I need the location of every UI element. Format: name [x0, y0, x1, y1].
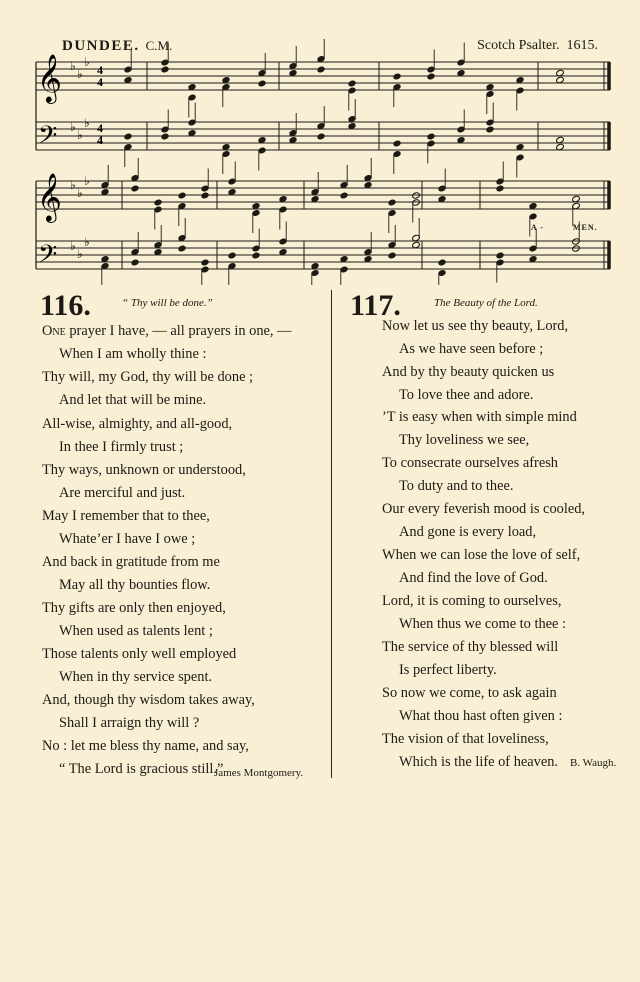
treble-clef-icon: 𝄞	[37, 172, 62, 221]
verse-line: Thy gifts are only then enjoyed,	[42, 600, 226, 616]
treble-clef-icon: 𝄞	[37, 53, 62, 102]
verse-line: Thy loveliness we see,	[399, 432, 530, 448]
hymn117-stanza-4	[382, 590, 566, 682]
verse-line: And gone is every load,	[399, 524, 537, 540]
verse-line: When we can lose the love of self,	[382, 547, 581, 563]
verse-line: May I remember that to thee,	[42, 508, 210, 524]
hymn116-author: James Montgomery.	[214, 767, 304, 779]
verse-line: To duty and to thee.	[399, 478, 514, 494]
time-signature-bottom: 4	[97, 133, 103, 147]
svg-text:♭: ♭	[70, 178, 76, 192]
verse-line: Is perfect liberty.	[399, 662, 497, 678]
bass-clef-icon: 𝄢	[38, 240, 58, 275]
verse-line: To consecrate ourselves afresh	[382, 455, 558, 471]
time-signature-top: 4	[97, 121, 103, 135]
hymn117-stanza-5	[382, 682, 562, 774]
verse-line: Which is the life of heaven.	[399, 754, 559, 770]
svg-text:♭: ♭	[77, 128, 83, 142]
verse-line: ’T is easy when with simple mind	[382, 409, 577, 425]
music-score	[0, 0, 640, 285]
verse-line: When thus we come to thee :	[399, 616, 567, 632]
verse-line: Now let us see thy beauty, Lord,	[382, 318, 569, 334]
svg-text:♭: ♭	[84, 174, 90, 188]
bass-clef-icon: 𝄢	[38, 121, 58, 156]
svg-text:♭: ♭	[77, 67, 83, 81]
hymn117-stanza-3	[382, 498, 585, 590]
verse-line: To love thee and adore.	[399, 387, 534, 403]
tune-source: Scotch Psalter. 1615.	[477, 38, 598, 53]
staff-lines	[36, 62, 610, 269]
first-word: One	[42, 323, 66, 339]
verse-line: The vision of that loveliness,	[382, 731, 549, 747]
hymn116-stanza-2	[42, 413, 246, 505]
svg-text:♭: ♭	[70, 239, 76, 253]
verse-line: What thou hast often given :	[399, 708, 563, 724]
svg-text:♭: ♭	[77, 186, 83, 200]
verse-line: And back in gratitude from me	[42, 554, 220, 570]
verse-line: No : let me bless thy name, and say,	[42, 738, 249, 754]
verse-line: In thee I firmly trust ;	[59, 439, 184, 455]
verse-line: One prayer I have, — all prayers in one, —	[42, 323, 292, 339]
tune-name: DUNDEE. C.M.	[62, 38, 173, 54]
hymn-title-116: “ Thy will be done.”	[122, 297, 213, 309]
hymn116-stanza-4	[42, 597, 236, 689]
hymn117-stanza-1	[382, 315, 568, 407]
verse-line: Our every feverish mood is cooled,	[382, 501, 586, 517]
hymn-title-117: The Beauty of the Lord.	[434, 297, 538, 309]
tune-meter: C.M.	[145, 38, 173, 53]
verse-line: May all thy bounties flow.	[59, 577, 211, 593]
verse-line: As we have seen before ;	[399, 341, 544, 357]
hymn-number-117: 117.	[350, 289, 401, 322]
verse-line: Whate’er I have I owe ;	[59, 531, 196, 547]
verse-line: All-wise, almighty, and all-good,	[42, 416, 233, 432]
verse-line: And, though thy wisdom takes away,	[42, 692, 255, 708]
hymn116-stanza-3	[42, 505, 220, 597]
svg-text:♭: ♭	[77, 247, 83, 261]
hymn116-stanza-1	[42, 320, 292, 412]
verse-line: Thy ways, unknown or understood,	[42, 462, 246, 478]
verse-line: So now we come, to ask again	[382, 685, 557, 701]
hymn-number-116: 116.	[40, 289, 91, 322]
verse-line: “ The Lord is gracious still.”	[59, 761, 224, 777]
key-signature-flats	[70, 55, 90, 261]
bar-lines	[36, 62, 609, 269]
verse-line: Those talents only well employed	[42, 646, 237, 662]
verse-line: Thy will, my God, thy will be done ;	[42, 369, 254, 385]
column-divider	[331, 290, 332, 778]
time-signature-top: 4	[97, 63, 103, 77]
verse-line: And find the love of God.	[399, 570, 548, 586]
verse-line: Shall I arraign thy will ?	[59, 715, 200, 731]
hymn117-author: B. Waugh.	[570, 757, 617, 769]
amen-syllable-a: A -	[531, 223, 544, 232]
svg-text:♭: ♭	[84, 55, 90, 69]
svg-text:♭: ♭	[84, 235, 90, 249]
verse-line: The service of thy blessed will	[382, 639, 559, 655]
verse-line: And let that will be mine.	[59, 392, 207, 408]
time-signature-bottom: 4	[97, 75, 103, 89]
verse-line: Are merciful and just.	[59, 485, 186, 501]
verse-line: When in thy service spent.	[59, 669, 213, 685]
svg-text:♭: ♭	[70, 59, 76, 73]
verse-line: When I am wholly thine :	[59, 346, 207, 362]
svg-text:♭: ♭	[84, 116, 90, 130]
amen-syllable-men: MEN.	[573, 223, 598, 232]
verse-line: And by thy beauty quicken us	[382, 364, 555, 380]
hymn117-stanza-2	[382, 406, 577, 498]
svg-text:♭: ♭	[70, 120, 76, 134]
verse-line: When used as talents lent ;	[59, 623, 213, 639]
verse-line: Lord, it is coming to ourselves,	[382, 593, 562, 609]
tune-year: 1615.	[566, 38, 598, 53]
